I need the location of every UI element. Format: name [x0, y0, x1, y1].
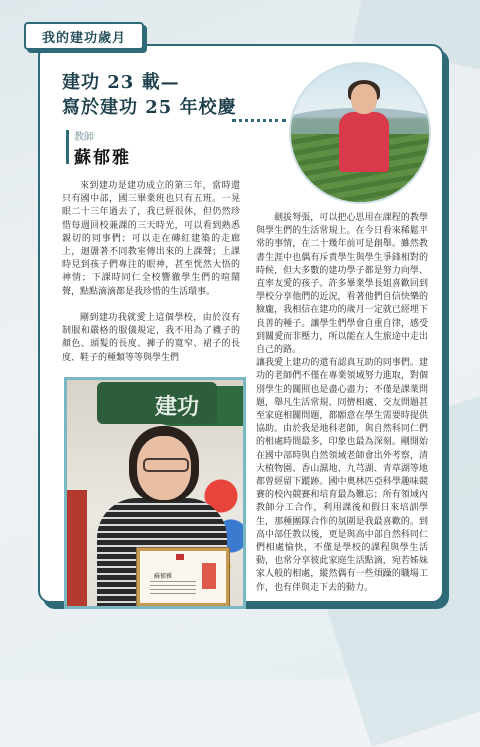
teacher-certificate-photo — [64, 377, 246, 609]
certificate-name: 蘇郁雅 — [154, 573, 173, 580]
author-role: 教師 — [74, 132, 94, 143]
title-line-1: 建功 23 載— — [62, 72, 180, 93]
photo-sign-text: 建功 — [155, 394, 200, 420]
photo-side-figure — [67, 490, 87, 606]
author-accent-bar — [66, 130, 69, 164]
body-paragraph-3: 劍拔弩張，可以把心思用在課程的教學與學生們的生活常規上。在今日看來稀鬆平常的事情，在二十幾年前可是創舉。雖然教書生涯中也偶有斥責學生與學生爭鋒相對的時候，但大多數的建功學子都是努力向學、直率友愛的孩子。許多畢業學長姐喜歡回到學校分享他們的近況，看著他們自信快樂的臉龐，我相信在建功的歲月一定就已經埋下良善的種子。讓學生們學會自重自律，感受到關愛而非壓力，所以能在人生旅途中走出自己的路。 讓我愛上建功的還有認真互助的同事們。建功的老師們不僅在專業領域努力進取，對個別學生的關照也是盡心盡力；不僅是課業問題，舉凡生活常規、同儕相處、交友問題甚至家庭相關問題，都願意在學生需要時提供協助。由於我是地科老師，與自然科同仁們的相處時間最多，印象也最為深刻。剛開始在國中部時與自然領域老師會出外考察，清大植物園、香山濕地、九芎湖、青草湖等地都曾經留下蹤跡。國中奧林匹亞科學趣味競賽的校內競賽和培育最為難忘；所有領域內教師分工合作，利用課後和假日來培訓學生，那種團隊合作的氛圍是我最喜歡的。到高中部任教以後，更是與高中部自然科同仁們相處愉快，不僅是學校的課程與學生活動，也常分享彼此家庭生活點滴，宛若姊妹家人般的相處，縱然偶有一些煩躁的職場工作，也有伴與走下去的動力。 — [256, 213, 428, 593]
photo-person-face — [351, 84, 377, 114]
photo-person-body — [339, 112, 389, 172]
glasses-icon — [143, 458, 189, 472]
body-paragraph-1: 來到建功是建功成立的第三年，當時還只有國中部，國三畢業班也只有五班。一晃眼二十三年過去了，我已經很休，但仍然珍惜每週回校兼課的三天時光，可以看到熟悉親切的同事們；可以走在磚紅建築的走廊上，迴盪著不同教室傳出來的上課聲；上課時見到孩子們專注的眼神，甚至恍然大悟的神情；下課時同仁全校響徹學生們的喧鬧聲，點點滴滴都是我珍惜的生活環事。 — [62, 181, 240, 297]
seal-icon — [202, 563, 216, 589]
author-name: 蘇郁雅 — [74, 148, 131, 168]
photo-school-sign — [97, 382, 217, 424]
body-paragraph-2: 剛到建功我就愛上這個學校，由於沒有制服和嚴格的服儀規定，我不用為了襪子的顏色、頭髮的長度、褲子的寬窄、裙子的長度、鞋子的種類等等與學生們 — [62, 313, 240, 363]
article-title — [62, 70, 237, 120]
teacher-tea-garden-photo — [289, 62, 431, 204]
certificate-text-lines — [150, 581, 196, 595]
award-certificate — [137, 548, 229, 606]
title-line-2: 寫於建功 25 年校慶 — [62, 97, 237, 118]
dotted-divider — [232, 119, 286, 125]
column-tab: 我的建功歲月 — [24, 22, 144, 50]
flag-icon — [176, 554, 184, 560]
